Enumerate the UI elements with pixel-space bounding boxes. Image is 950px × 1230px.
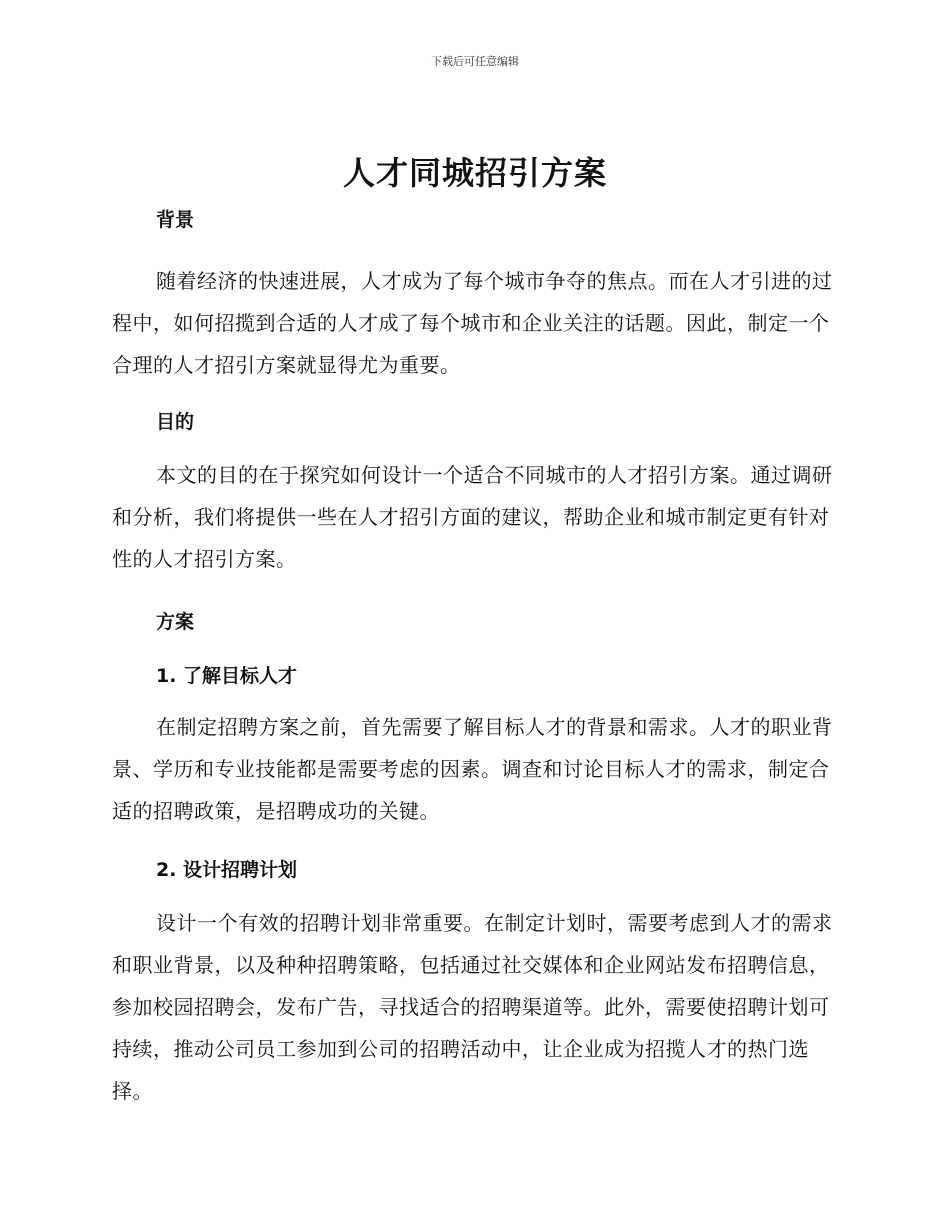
subsection-heading-design-recruitment-plan: 2. 设计招聘计划 bbox=[156, 859, 298, 881]
page-title: 人才同城招引方案 bbox=[342, 154, 607, 192]
section-paragraph-background: 随着经济的快速进展，人才成为了每个城市争夺的焦点。而在人才引进的过程中，如何招揽到合适的人才成了每个城市和企业关注的话题。因此，制定一个合理的人才招引方案就显得尤为重要。 bbox=[112, 269, 833, 377]
section-heading-purpose: 目的 bbox=[156, 411, 195, 433]
section-heading-background: 背景 bbox=[156, 209, 195, 231]
header-note: 下载后可任意编辑 bbox=[431, 55, 519, 68]
document-body bbox=[112, 200, 836, 1112]
subsection-heading-understand-target-talent: 1. 了解目标人才 bbox=[156, 665, 298, 687]
subsection-paragraph-understand-target-talent: 在制定招聘方案之前，首先需要了解目标人才的背景和需求。人才的职业背景、学历和专业技能都是需要考虑的因素。调查和讨论目标人才的需求，制定合适的招聘政策，是招聘成功的关键。 bbox=[112, 715, 833, 823]
section-heading-plan: 方案 bbox=[156, 611, 195, 633]
section-paragraph-purpose: 本文的目的在于探究如何设计一个适合不同城市的人才招引方案。通过调研和分析，我们将提供一些在人才招引方面的建议，帮助企业和城市制定更有针对性的人才招引方案。 bbox=[112, 463, 833, 571]
subsection-paragraph-design-recruitment-plan: 设计一个有效的招聘计划非常重要。在制定计划时，需要考虑到人才的需求和职业背景，以及种种招聘策略，包括通过社交媒体和企业网站发布招聘信息，参加校园招聘会，发布广告，寻找适合的招聘渠道等。此外，需要使招聘计划可持续，推动公司员工参加到公司的招聘活动中，让企业成为招揽人才的热门选择。 bbox=[112, 911, 833, 1103]
